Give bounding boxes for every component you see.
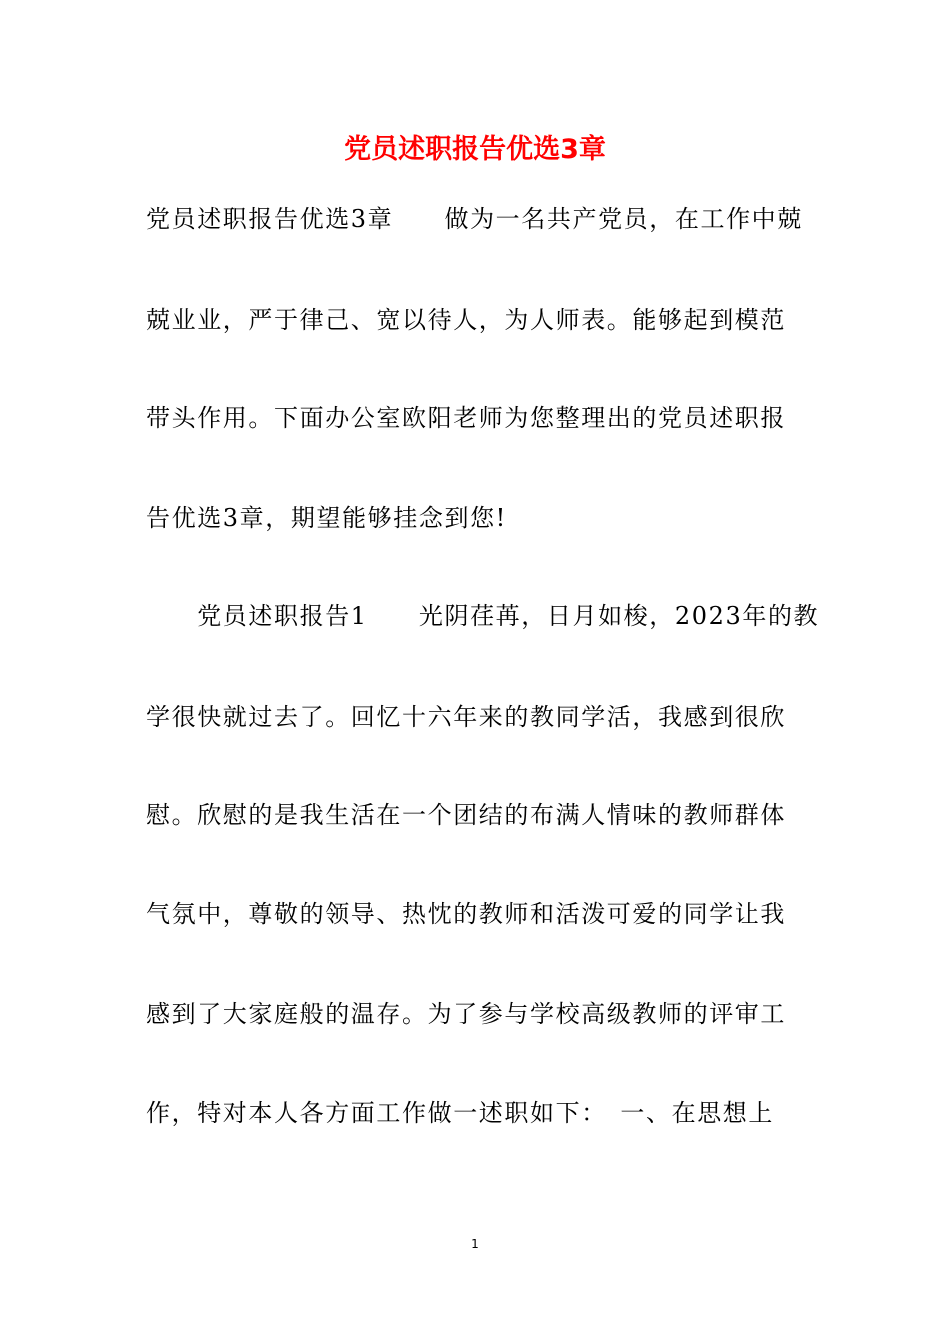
paragraph-line-8: 气氛中，尊敬的领导、热忱的教师和活泼可爱的同学让我 [146,900,786,928]
paragraph-line-2: 兢业业，严于律己、宽以待人，为人师表。能够起到模范 [146,306,786,334]
paragraph-line-4: 告优选3章，期望能够挂念到您! [146,504,507,532]
paragraph-line-10: 作，特对本人各方面工作做一述职如下： 一、在思想上 [146,1099,774,1127]
document-title: 党员述职报告优选3章 [344,134,606,165]
paragraph-line-3: 带头作用。下面办公室欧阳老师为您整理出的党员述职报 [146,404,786,432]
paragraph-line-1: 党员述职报告优选3章 做为一名共产党员，在工作中兢 [146,205,803,233]
paragraph-line-6: 学很快就过去了。回忆十六年来的教同学活，我感到很欣 [146,703,786,731]
page-number: 1 [471,1237,479,1251]
paragraph-line-9: 感到了大家庭般的温存。为了参与学校高级教师的评审工 [146,1000,786,1028]
paragraph-line-5: 党员述职报告1 光阴荏苒，日月如梭，2023年的教 [146,602,820,630]
paragraph-line-7: 慰。欣慰的是我生活在一个团结的布满人情味的教师群体 [146,801,786,829]
